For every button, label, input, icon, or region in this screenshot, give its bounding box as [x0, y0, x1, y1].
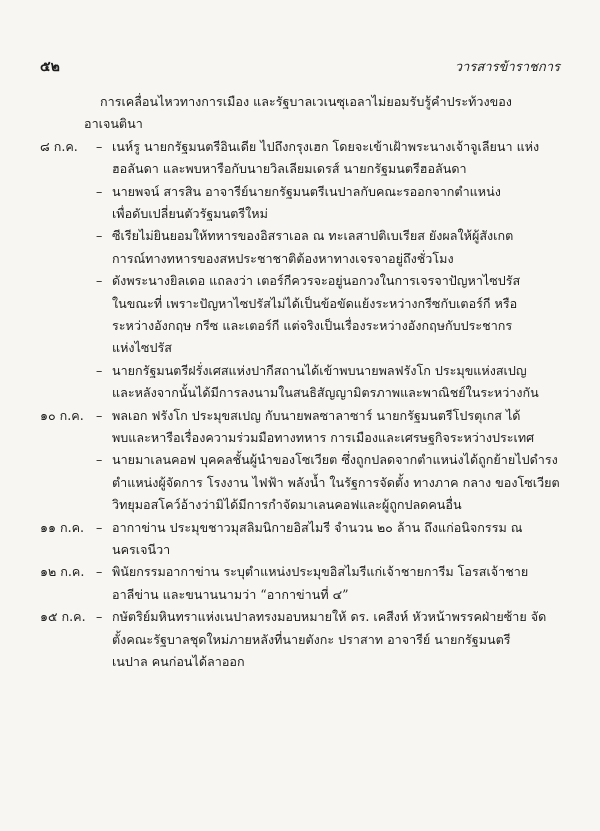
entry-text-line: อาลีข่าน และขนานนามว่า “อากาข่านที่ ๔” — [112, 586, 349, 602]
running-title: วารสารข้าราชการ — [454, 60, 560, 75]
entry-text-line: ตำแหน่งผู้จัดการ โรงงาน ไฟฟ้า พลังน้ำ ในรัฐการจัดตั้ง ทางภาค กลาง ของโซเวียต — [112, 474, 560, 490]
document-body — [0, 94, 600, 831]
bullet-dash: – — [96, 407, 103, 423]
entry-text-line: อากาข่าน ประมุขชาวมุสลิมนิกายอิสไมรี จำนวน ๒๐ ล้าน ถึงแก่อนิจกรรม ณ — [112, 519, 523, 535]
entry-date: ๑๒ ก.ค. — [40, 564, 85, 580]
entry-date: ๑๑ ก.ค. — [40, 519, 85, 535]
entry-text-line: พินัยกรรมอากาข่าน ระบุตำแหน่งประมุขอิสไมรีแก่เจ้าชายการีม โอรสเจ้าชาย — [112, 564, 529, 580]
entry-date: ๑๐ ก.ค. — [40, 407, 84, 423]
entry-text-line: การณ์ทางทหารของสหประชาชาติต้องหาทางเจรจาอยู่ถึงชั่วโมง — [112, 250, 454, 266]
entry-text-line: เนปาล คนก่อนได้ลาออก — [112, 654, 245, 669]
entry-text-line: นครเจนีวา — [112, 542, 171, 557]
intro-line: การเคลื่อนไหวทางการเมือง และรัฐบาลเวเนซุเอลาไม่ยอมรับรู้คำประท้วงของ — [100, 94, 512, 109]
bullet-dash: – — [96, 564, 103, 580]
entry-text-line: ฮอลันดา และพบหารือกับนายวิลเลียมเดรส์ นายกรัฐมนตรีฮอลันดา — [112, 161, 467, 177]
entry-text-line: ตั้งคณะรัฐบาลชุดใหม่ภายหลังที่นายตังกะ ปราสาท อาจารีย์ นายกรัฐมนตรี — [112, 631, 511, 647]
intro-line: อาเจนตินา — [84, 116, 143, 131]
page-number: ๕๒ — [40, 59, 60, 75]
bullet-dash: – — [96, 609, 103, 625]
entry-date: ๘ ก.ค. — [40, 138, 78, 154]
entry-text-line: พลเอก ฟรังโก ประมุขสเปญ กับนายพลซาลาซาร์ นายกรัฐมนตรีโปรตุเกส ได้ — [112, 407, 521, 423]
entry-text-line: พบและหารือเรื่องความร่วมมือทางทหาร การเมืองและเศรษฐกิจระหว่างประเทศ — [112, 430, 535, 445]
bullet-dash: – — [96, 228, 103, 244]
entry-text-line: ระหว่างอังกฤษ กรีซ และเตอร์กี แต่จริงเป็นเรื่องระหว่างอังกฤษกับประชากร — [112, 318, 513, 333]
bullet-dash: – — [96, 452, 103, 468]
entry-text-line: นายพจน์ สารสิน อาจารีย์นายกรัฐมนตรีเนปาลกับคณะรออกจากตำแหน่ง — [112, 183, 501, 199]
bullet-dash: – — [96, 138, 103, 154]
entry-text-line: กษัตริย์มหินทราแห่งเนปาลทรงมอบหมายให้ ดร. เคสีงห์ หัวหน้าพรรคฝ่ายซ้าย จัด — [112, 609, 547, 625]
entry-text-line: นายมาเลนคอฟ บุคคลชั้นผู้นำของโซเวียต ซึ่งถูกปลดจากตำแหน่งได้ถูกย้ายไปดำรง — [112, 452, 558, 468]
entry-text-line: ในขณะที่ เพราะปัญหาไซปรัสไม่ได้เป็นข้อขัดแย้งระหว่างกรีซกับเตอร์กี หรือ — [112, 295, 518, 311]
entry-text-line: ซีเรียไม่ยินยอมให้ทหารของอิสราเอล ณ ทะเลสาปติเบเรียส ยังผลให้ผู้สังเกต — [112, 228, 514, 244]
entry-text-line: วิทยุมอสโคว์อ้างว่ามิได้มีการกำจัดมาเลนคอฟและผู้ถูกปลดคนอื่น — [112, 497, 462, 513]
entry-text-line: ดังพระนางยิลเดอ แถลงว่า เตอร์กีควรจะอยู่นอกวงในการเจรจาปัญหาไซปรัส — [112, 273, 521, 289]
entry-text-line: นายกรัฐมนตรีฝรั่งเศสแห่งปากีสถานได้เข้าพบนายพลฟรังโก ประมุขแห่งสเปญ — [112, 362, 527, 378]
bullet-dash: – — [96, 519, 103, 535]
bullet-dash: – — [96, 362, 103, 378]
bullet-dash: – — [96, 183, 103, 199]
page-header — [40, 56, 560, 78]
bullet-dash: – — [96, 273, 103, 289]
entry-text-line: และหลังจากนั้นได้มีการลงนามในสนธิสัญญามิตรภาพและพาณิชย์ในระหว่างกัน — [112, 385, 539, 401]
entry-text-line: เพื่อดับเปลี่ยนตัวรัฐมนตรีใหม่ — [112, 206, 268, 221]
entry-text-line: เนห์รู นายกรัฐมนตรีอินเดีย ไปถึงกรุงเฮก โดยจะเข้าเฝ้าพระนางเจ้าจูเลียนา แห่ง — [112, 138, 540, 154]
entry-date: ๑๕ ก.ค. — [40, 609, 86, 625]
entry-text-line: แห่งไซปรัส — [112, 340, 172, 356]
